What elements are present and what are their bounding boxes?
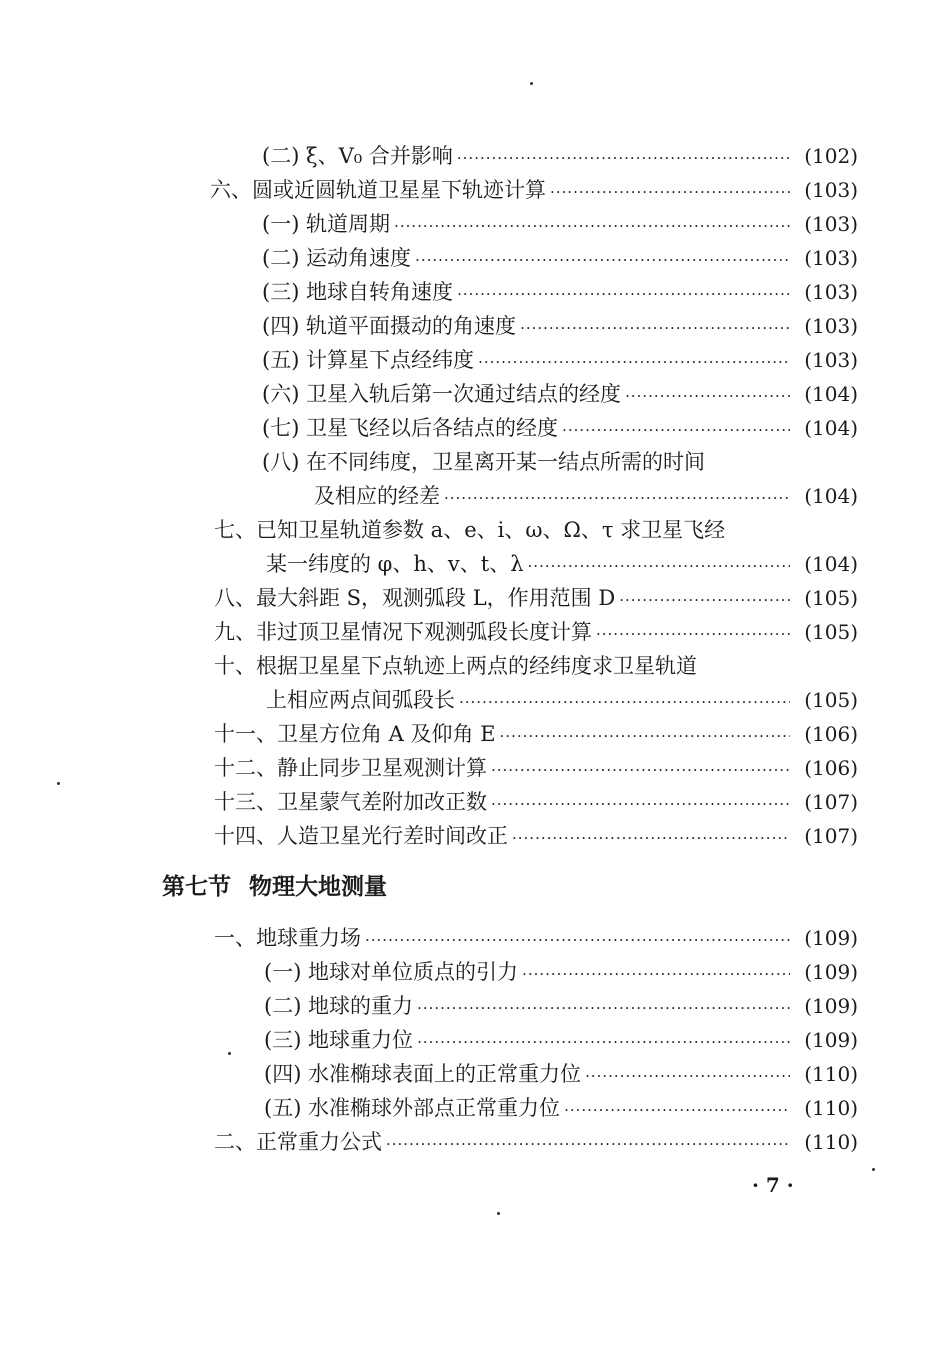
toc-entry-page: (103): [804, 212, 858, 236]
toc-entry-page: (103): [804, 280, 858, 304]
scan-speck: [228, 1052, 231, 1055]
leader-dots: [417, 1026, 790, 1058]
toc-entry-label: 上相应两点间弧段长: [266, 688, 455, 712]
leader-dots: [522, 958, 790, 990]
toc-entry-label: (二) ξ、V₀ 合并影响: [262, 144, 453, 168]
toc-entry-label: 一、地球重力场: [214, 926, 361, 950]
leader-dots: [528, 550, 790, 582]
toc-entry-label: 十一、卫星方位角 A 及仰角 E: [214, 722, 496, 746]
toc-entry-page: (106): [804, 722, 858, 746]
toc-entry[interactable]: [264, 1092, 858, 1124]
toc-entry-page: (106): [804, 756, 858, 780]
leader-dots: [562, 414, 790, 446]
toc-entry-label: 六、圆或近圆轨道卫星星下轨迹计算: [210, 178, 546, 202]
toc-entry[interactable]: [262, 310, 858, 342]
toc-entry-page: (103): [804, 246, 858, 270]
leader-dots: [386, 1128, 790, 1160]
toc-entry-page: (104): [804, 416, 858, 440]
leader-dots: [444, 482, 790, 514]
toc-entry-label: 及相应的经差: [314, 484, 440, 508]
toc-entry-label: (三) 地球自转角速度: [262, 280, 454, 304]
toc-entry-label: 十三、卫星蒙气差附加改正数: [214, 790, 487, 814]
toc-entry-page: (104): [804, 484, 858, 508]
toc-entry-label: 二、正常重力公式: [214, 1130, 382, 1154]
leader-dots: [500, 720, 790, 752]
page-number: · 7 ·: [752, 1173, 794, 1197]
leader-dots: [394, 210, 790, 242]
toc-entry-label: (五) 计算星下点经纬度: [262, 348, 475, 372]
toc-entry-label: 十四、人造卫星光行差时间改正: [214, 824, 508, 848]
toc-entry[interactable]: [262, 276, 858, 308]
toc-entry-label: (五) 水准椭球外部点正常重力位: [264, 1096, 561, 1120]
toc-entry-page: (103): [804, 314, 858, 338]
toc-entry[interactable]: [214, 786, 858, 818]
leader-dots: [457, 278, 790, 310]
leader-dots: [365, 924, 790, 956]
toc-entry[interactable]: [214, 718, 858, 750]
toc-entry-page: (102): [804, 144, 858, 168]
leader-dots: [520, 312, 790, 344]
toc-entry-label: (四) 轨道平面摄动的角速度: [262, 314, 517, 338]
toc-entry-label: (三) 地球重力位: [264, 1028, 414, 1052]
scan-speck: [872, 1168, 875, 1171]
toc-entry[interactable]: [214, 616, 858, 648]
toc-entry-page: (105): [804, 620, 858, 644]
toc-entry-page: (103): [804, 178, 858, 202]
toc-entry-page: (109): [804, 926, 858, 950]
toc-entry[interactable]: [214, 752, 858, 784]
toc-entry-label: (一) 地球对单位质点的引力: [264, 960, 519, 984]
leader-dots: [564, 1094, 790, 1126]
toc-entry[interactable]: [264, 956, 858, 988]
toc-entry-label: 十二、静止同步卫星观测计算: [214, 756, 487, 780]
toc-entry-label: (二) 运动角速度: [262, 246, 412, 270]
toc-entry-page: (107): [804, 824, 858, 848]
leader-dots: [596, 618, 790, 650]
leader-dots: [512, 822, 790, 854]
leader-dots: [457, 142, 790, 174]
leader-dots: [619, 584, 790, 616]
toc-entry-page: (104): [804, 552, 858, 576]
leader-dots: [478, 346, 790, 378]
leader-dots: [415, 244, 790, 276]
toc-entry-line1[interactable]: (八) 在不同纬度，卫星离开某一结点所需的时间: [262, 450, 706, 474]
toc-entry-label: 某一纬度的 φ、h、v、t、λ: [266, 552, 524, 576]
toc-entry-label: 九、非过顶卫星情况下观测弧段长度计算: [214, 620, 592, 644]
toc-entry-page: (110): [804, 1096, 858, 1120]
toc-entry-page: (109): [804, 1028, 858, 1052]
toc-entry-page: (109): [804, 960, 858, 984]
toc-entry[interactable]: [214, 922, 858, 954]
toc-entry[interactable]: [262, 378, 858, 410]
leader-dots: [459, 686, 790, 718]
toc-entry[interactable]: [264, 990, 858, 1022]
leader-dots: [550, 176, 790, 208]
toc-entry[interactable]: [262, 412, 858, 444]
toc-entry-page: (107): [804, 790, 858, 814]
leader-dots: [491, 754, 790, 786]
toc-entry[interactable]: [262, 242, 858, 274]
toc-entry[interactable]: [214, 820, 858, 852]
toc-entry-label: (七) 卫星飞经以后各结点的经度: [262, 416, 559, 440]
toc-entry-label: (四) 水准椭球表面上的正常重力位: [264, 1062, 582, 1086]
toc-entry-page: (105): [804, 586, 858, 610]
section-heading[interactable]: 第七节 物理大地测量: [162, 873, 388, 900]
toc-entry[interactable]: [314, 480, 858, 512]
leader-dots: [417, 992, 790, 1024]
scan-speck: [530, 82, 533, 85]
toc-entry-page: (110): [804, 1062, 858, 1086]
toc-entry-label: (二) 地球的重力: [264, 994, 414, 1018]
leader-dots: [625, 380, 790, 412]
toc-entry-page: (103): [804, 348, 858, 372]
leader-dots: [491, 788, 790, 820]
toc-entry[interactable]: [214, 582, 858, 614]
toc-entry[interactable]: [264, 1058, 858, 1090]
toc-entry-page: (104): [804, 382, 858, 406]
toc-entry[interactable]: [262, 344, 858, 376]
toc-entry-label: (一) 轨道周期: [262, 212, 391, 236]
leader-dots: [585, 1060, 790, 1092]
toc-entry[interactable]: [262, 208, 858, 240]
toc-entry-label: 八、最大斜距 S，观测弧段 L，作用范围 D: [214, 586, 616, 610]
toc-entry-page: (110): [804, 1130, 858, 1154]
toc-entry[interactable]: [210, 174, 858, 206]
scan-speck: [57, 782, 60, 785]
toc-entry-line1[interactable]: 十、根据卫星星下点轨迹上两点的经纬度求卫星轨道: [214, 654, 697, 678]
scan-speck: [497, 1212, 500, 1215]
toc-entry[interactable]: [214, 1126, 858, 1158]
toc-entry-page: (109): [804, 994, 858, 1018]
toc-entry[interactable]: [266, 684, 858, 716]
toc-entry-line1[interactable]: 七、已知卫星轨道参数 a、e、i、ω、Ω、τ 求卫星飞经: [214, 518, 726, 542]
toc-entry-page: (105): [804, 688, 858, 712]
toc-entry[interactable]: [262, 140, 858, 172]
toc-entry[interactable]: [266, 548, 858, 580]
toc-entry-label: (六) 卫星入轨后第一次通过结点的经度: [262, 382, 622, 406]
toc-entry[interactable]: [264, 1024, 858, 1056]
